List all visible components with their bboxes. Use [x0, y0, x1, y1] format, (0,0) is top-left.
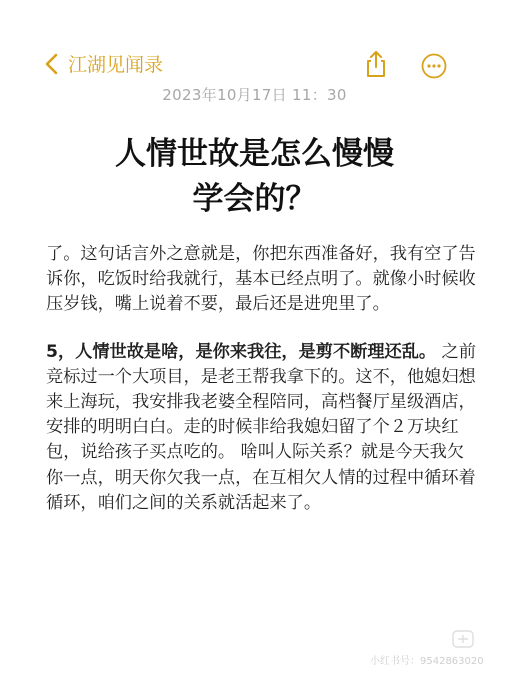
paragraph-2-heading: 5，人情世故是啥，是你来我往，是剪不断理还乱。 — [46, 341, 437, 362]
watermark-text: 小红书号：9542863020 — [370, 656, 484, 667]
title-line-1: 人情世故是怎么慢慢 — [115, 136, 394, 172]
note-timestamp: 2023年10月17日 11：30 — [162, 86, 347, 104]
note-body — [46, 242, 476, 516]
back-button[interactable] — [44, 50, 163, 77]
paragraph-1: 了。这句话言外之意就是，你把东西准备好，我有空了告诉你，吃饭时给我就行，基本已经点明了。就像小时候收压岁钱，嘴上说着不要，最后还是进兜里了。 — [46, 244, 476, 315]
paragraph-2-text: 之前竞标过一个大项目，是老王帮我拿下的。这不，他媳妇想来上海玩，我安排我老婆全程陪同，高档餐厅星级酒店，安排的明明白白。走的时候非给我媳妇留了个２万块红包，说给孩子买点吃的。 啥叫人际关系？就是今天我欠你一点，明天你欠我一点，在互相欠人情的过程中循环着循环，咱们之间的关系就活起来了。 — [46, 341, 476, 513]
title-line-2: 学会的？ — [192, 181, 317, 217]
paragraph-2 — [46, 340, 476, 516]
more-options-icon[interactable] — [421, 53, 447, 79]
top-bar — [0, 0, 509, 80]
note-title — [0, 132, 509, 222]
share-icon[interactable] — [364, 50, 388, 78]
chevron-left-icon — [44, 53, 60, 75]
back-label: 江湖见闻录 — [68, 54, 164, 76]
watermark-logo-icon — [452, 630, 474, 648]
